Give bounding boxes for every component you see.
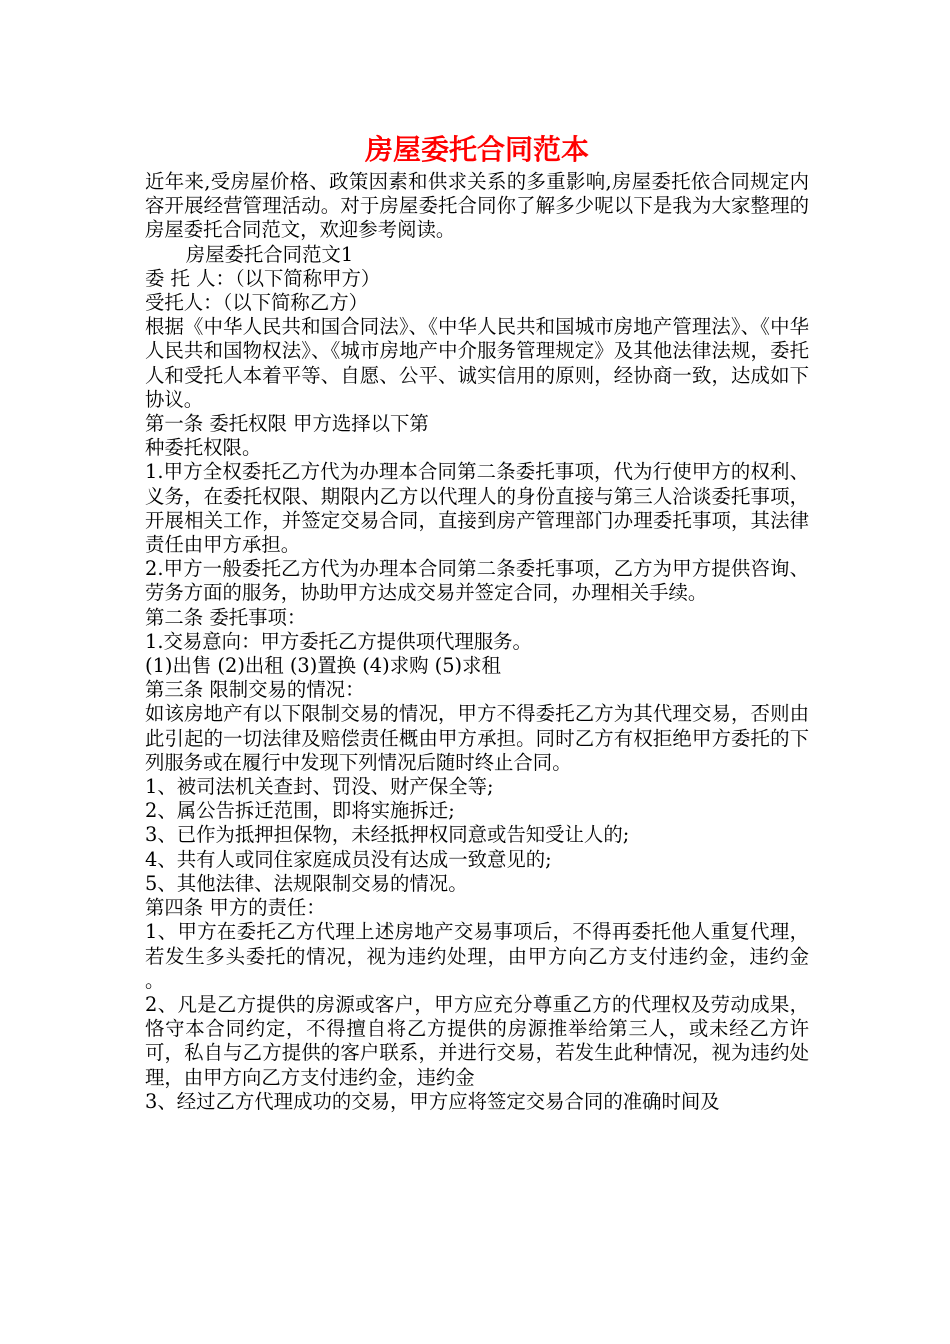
article-1-item-1: 1.甲方全权委托乙方代为办理本合同第二条委托事项，代为行使甲方的权利、义务，在委托权限、期限内乙方以代理人的身份直接与第三人洽谈委托事项，开展相关工作，并签定交易合同，直接到房产管理部门办理委托事项，其法律责任由甲方承担。 (145, 460, 809, 557)
article-4-item-3: 3、经过乙方代理成功的交易，甲方应将签定交易合同的准确时间及 (145, 1089, 720, 1113)
document-title: 房屋委托合同范本 (364, 133, 589, 166)
basis-paragraph: 根据《中华人民共和国合同法》、《中华人民共和国城市房地产管理法》、《中华人民共和国物权法》、《城市房地产中介服务管理规定》及其他法律法规，委托人和受托人本着平等、自愿、公平、诚实信用的原则，经协商一致，达成如下协议。 (145, 315, 809, 411)
article-4-item-2: 2、凡是乙方提供的房源或客户，甲方应充分尊重乙方的代理权及劳动成果，恪守本合同约定，不得擅自将乙方提供的房源推举给第三人，或未经乙方许可，私自与乙方提供的客户联系，并进行交易，若发生此种情况，视为违约处理，由甲方向乙方支付违约金，违约金 (145, 992, 809, 1089)
article-3-item-5: 5、其他法律、法规限制交易的情况。 (145, 871, 468, 895)
article-2-options: (1)出售 (2)出租 (3)置换 (4)求购 (5)求租 (145, 654, 501, 678)
article-1-item-2: 2.甲方一般委托乙方代为办理本合同第二条委托事项，乙方为甲方提供咨询、劳务方面的服务，协助甲方达成交易并签定合同，办理相关手续。 (145, 557, 809, 605)
article-2-item-1: 1.交易意向：甲方委托乙方提供项代理服务。 (145, 629, 532, 653)
party-a-line: 委 托 人：（以下简称甲方） (145, 266, 381, 290)
article-2-heading: 第二条 委托事项： (145, 605, 307, 629)
intro-paragraph: 近年来,受房屋价格、政策因素和供求关系的多重影响,房屋委托依合同规定内容开展经营管理活动。对于房屋委托合同你了解多少呢以下是我为大家整理的房屋委托合同范文，欢迎参考阅读。 (145, 170, 809, 242)
article-1-heading-cont: 种委托权限。 (145, 436, 262, 460)
section-heading: 房屋委托合同范文1 (185, 242, 354, 266)
article-3-item-3: 3、已作为抵押担保物，未经抵押权同意或告知受让人的; (145, 823, 630, 847)
article-4-heading: 第四条 甲方的责任： (145, 896, 326, 920)
article-3-body: 如该房地产有以下限制交易的情况，甲方不得委托乙方为其代理交易，否则由此引起的一切法律及赔偿责任概由甲方承担。同时乙方有权拒绝甲方委托的下列服务或在履行中发现下列情况后随时终止合同。 (145, 702, 809, 774)
article-3-item-4: 4、共有人或同住家庭成员没有达成一致意见的; (145, 847, 552, 871)
article-3-item-2: 2、属公告拆迁范围，即将实施拆迁; (145, 799, 455, 823)
article-3-item-1: 1、被司法机关查封、罚没、财产保全等; (145, 775, 494, 799)
article-4-item-1: 1、甲方在委托乙方代理上述房地产交易事项后，不得再委托他人重复代理，若发生多头委托的情况，视为违约处理，由甲方向乙方支付违约金，违约金 。 (145, 920, 809, 992)
party-b-line: 受托人：（以下简称乙方） (145, 291, 368, 315)
article-1-heading: 第一条 委托权限 甲方选择以下第 (145, 412, 429, 436)
document-page (145, 130, 809, 1114)
article-3-heading: 第三条 限制交易的情况： (145, 678, 365, 702)
